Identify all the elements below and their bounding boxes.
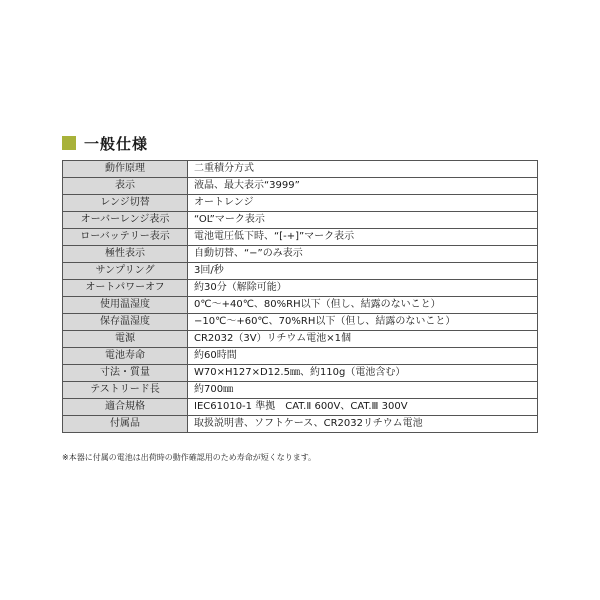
row-value: 取扱説明書、ソフトケース、CR2032リチウム電池 xyxy=(188,416,538,433)
row-value: 約30分（解除可能） xyxy=(188,280,538,297)
table-row xyxy=(63,212,538,229)
spec-table xyxy=(62,160,538,433)
row-value: オートレンジ xyxy=(188,195,538,212)
footnote: ※本器に付属の電池は出荷時の動作確認用のため寿命が短くなります。 xyxy=(62,453,317,462)
row-label: 電池寿命 xyxy=(63,348,188,365)
row-label: 付属品 xyxy=(63,416,188,433)
table-row xyxy=(63,416,538,433)
row-value: W70×H127×D12.5㎜、約110g（電池含む） xyxy=(188,365,538,382)
row-value: IEC61010-1 準拠 CAT.Ⅱ 600V、CAT.Ⅲ 300V xyxy=(188,399,538,416)
row-value: 0℃〜+40℃、80%RH以下（但し、結露のないこと） xyxy=(188,297,538,314)
row-value: 約60時間 xyxy=(188,348,538,365)
table-row xyxy=(63,161,538,178)
row-value: 液晶、最大表示“3999” xyxy=(188,178,538,195)
row-label: 使用温湿度 xyxy=(63,297,188,314)
table-row xyxy=(63,348,538,365)
row-label: 寸法・質量 xyxy=(63,365,188,382)
row-label: サンプリング xyxy=(63,263,188,280)
row-label: レンジ切替 xyxy=(63,195,188,212)
table-row xyxy=(63,399,538,416)
row-value: 二重積分方式 xyxy=(188,161,538,178)
heading-square-icon xyxy=(62,136,76,150)
row-label: 表示 xyxy=(63,178,188,195)
row-value: CR2032（3V）リチウム電池×1個 xyxy=(188,331,538,348)
row-value: −10℃〜+60℃、70%RH以下（但し、結露のないこと） xyxy=(188,314,538,331)
row-label: 極性表示 xyxy=(63,246,188,263)
row-label: オーバーレンジ表示 xyxy=(63,212,188,229)
row-label: 動作原理 xyxy=(63,161,188,178)
table-row xyxy=(63,263,538,280)
row-value: 3回/秒 xyxy=(188,263,538,280)
row-label: 保存温湿度 xyxy=(63,314,188,331)
row-label: 電源 xyxy=(63,331,188,348)
table-row xyxy=(63,297,538,314)
table-row xyxy=(63,229,538,246)
row-label: 適合規格 xyxy=(63,399,188,416)
table-row xyxy=(63,178,538,195)
section-heading xyxy=(62,134,148,152)
row-value: 電池電圧低下時、“[-+]”マーク表示 xyxy=(188,229,538,246)
table-row xyxy=(63,331,538,348)
section-title: 一般仕様 xyxy=(84,134,149,153)
table-row xyxy=(63,365,538,382)
table-row xyxy=(63,314,538,331)
row-value: 約700㎜ xyxy=(188,382,538,399)
row-label: オートパワーオフ xyxy=(63,280,188,297)
row-value: “OL”マーク表示 xyxy=(188,212,538,229)
table-row xyxy=(63,280,538,297)
table-row xyxy=(63,195,538,212)
table-row xyxy=(63,382,538,399)
row-value: 自動切替、“−”のみ表示 xyxy=(188,246,538,263)
row-label: テストリード長 xyxy=(63,382,188,399)
row-label: ローバッテリー表示 xyxy=(63,229,188,246)
table-row xyxy=(63,246,538,263)
